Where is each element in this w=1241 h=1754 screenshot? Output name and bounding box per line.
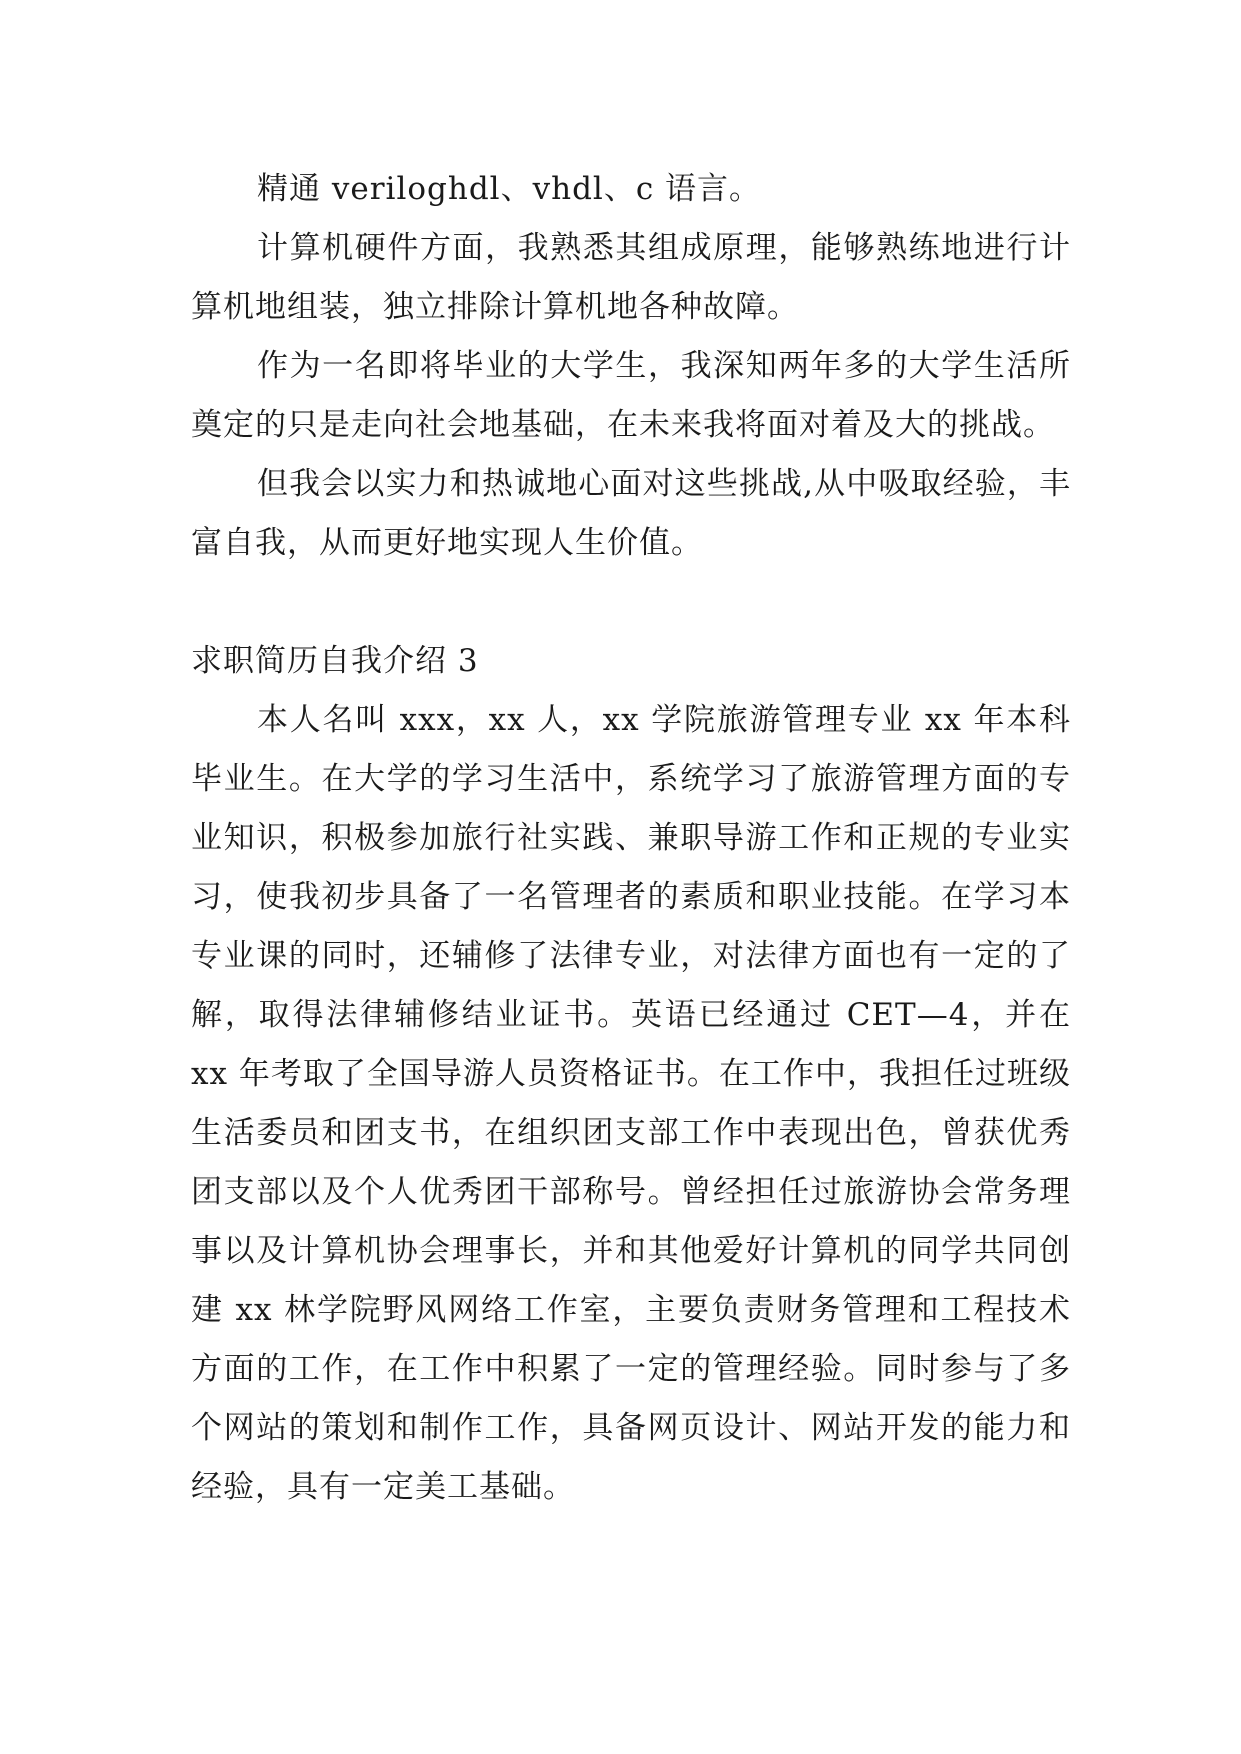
- paragraph-graduate: 作为一名即将毕业的大学生，我深知两年多的大学生活所奠定的只是走向社会地基础，在未来我将面对着及大的挑战。: [191, 348, 1071, 443]
- document-body: [191, 160, 1071, 1517]
- paragraph-hardware: 计算机硬件方面，我熟悉其组成原理，能够熟练地进行计算机地组装，独立排除计算机地各种故障。: [191, 230, 1071, 325]
- paragraph-challenge: 但我会以实力和热诚地心面对这些挑战,从中吸取经验，丰富自我，从而更好地实现人生价值。: [191, 466, 1071, 561]
- paragraph-languages: 精通 veriloghdl、vhdl、c 语言。: [257, 171, 762, 207]
- section-title: 求职简历自我介绍 3: [191, 643, 479, 679]
- paragraph-self-introduction: 本人名叫 xxx，xx 人，xx 学院旅游管理专业 xx 年本科毕业生。在大学的学习生活中，系统学习了旅游管理方面的专业知识，积极参加旅行社实践、兼职导游工作和正规的专业实习，使我初步具备了一名管理者的素质和职业技能。在学习本专业课的同时，还辅修了法律专业，对法律方面也有一定的了解，取得法律辅修结业证书。英语已经通过 CET—4，并在 xx 年考取了全国导游人员资格证书。在工作中，我担任过班级生活委员和团支书，在组织团支部工作中表现出色，曾获优秀团支部以及个人优秀团干部称号。曾经担任过旅游协会常务理事以及计算机协会理事长，并和其他爱好计算机的同学共同创建 xx 林学院野风网络工作室，主要负责财务管理和工程技术方面的工作，在工作中积累了一定的管理经验。同时参与了多个网站的策划和制作工作，具备网页设计、网站开发的能力和经验，具有一定美工基础。: [191, 702, 1071, 1505]
